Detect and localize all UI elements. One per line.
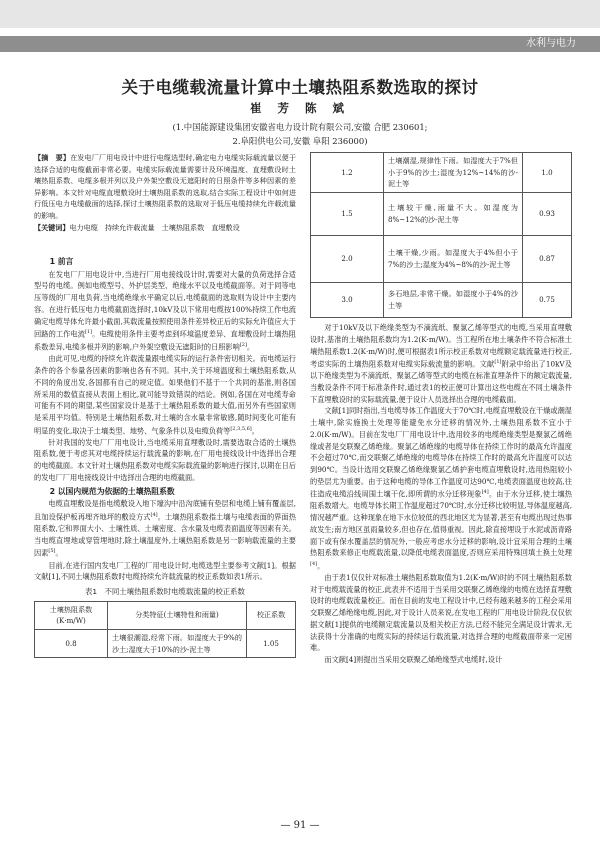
paragraph: 由此可见,电缆的持续允许载流量跟电缆实际的运行条件密切相关。而电缆运行条件的各个参量各因素的影响也各有不同。其中,关于环境温度和土壤热阻系数,从不同的角度出发,各国都有自己的规定值。如果他们不基于一个共同的基准,则各国所采用的数值直接从表面上相比,就可能导致错误的结论。例如,各国在对电缆寿命可能有不同的期望,某些国家设计是基于土壤热阻系数的最大值,而另外有些国家则是采用平均值。特别是土壤热阻系数,对土壤的含水量非常敏感,随时间变化可能有明显的变化,取决于土壤类型、地势、气象条件以及电缆负荷等[2,3,5,6]。 bbox=[34, 354, 296, 436]
paragraph: 针对我国的发电厂厂用电设计,当电缆采用直埋敷设时,需要选取合适的土壤热阻系数,便于考虑其对电缆持续运行载流量的影响,在厂用电接线设计中选择出合理的电缆截面。本文针对土壤热阻系数对电缆实际载流量的影响进行探讨,以期在日后的发电厂厂用电接线设计中选择出合理的电缆截面。 bbox=[34, 437, 296, 482]
header-band bbox=[0, 0, 600, 28]
abstract-text: 在发电厂厂用电设计中进行电缆选型时,确定电力电缆实际载流量以便于选择合适的电缆截面非常必要。电缆实际载流量需要计及环境温度、直埋敷设时土壤热阻系数、电缆多根并列以及户外架空敷设无遮阳时的日照条件等多种因素的差异影响。本文针对电缆直埋敷设时土壤热阻系数的选取,结合实际工程设计中如何进行低压电力电缆截面的选择,探讨土壤热阻系数的选取对于低压电缆持续允许载流量的影响。 bbox=[34, 153, 296, 220]
right-column bbox=[310, 152, 572, 666]
table-row: 0.8 土壤很潮湿,经常下雨。如湿度大于9%的沙土;湿度大于10%的沙-泥土等 1.05 bbox=[35, 630, 296, 658]
keywords-label: 【关键词】 bbox=[34, 222, 70, 232]
keywords-text: 电力电缆 持续允许载流量 土壤热阻系数 直埋敷设 bbox=[69, 222, 240, 232]
page-number: — 91 — bbox=[280, 820, 320, 831]
table-row: 3.0 多石地层,非常干燥。如湿度小于4%的沙土等 0.75 bbox=[311, 283, 572, 318]
paragraph: 在发电厂厂用电设计中,当进行厂用电接线设计时,需要对大量的负荷选择合适型号的电缆。例如电缆型号、外护层类型、绝缘水平以及电缆截面等。对于同等电压等级的厂用电负荷,当电缆绝缘水平确定以后,电缆截面的选取则为设计中主要内容。在进行低压电力电缆截面选择时,10kV及以下常用电缆按100%持续工作电流确定电缆导体允许最小截面,其载流量按照使用条件差异校正后的实际允许值应大于回路的工作电流[1]。电缆使用条件主要考虑到环境温度差异、直埋敷设时土壤热阻系数差异,电缆多根并列的影响,户外架空敷设无遮阳时的日照影响[2]。 bbox=[34, 269, 296, 352]
journal-section-label: 水利与电力 bbox=[526, 38, 576, 49]
section-heading-domestic-standard: 2 以国内规范为依据的土壤热阻系数 bbox=[49, 486, 175, 496]
table-caption: 表1 不同土壤热阻系数时电缆载流量的校正系数 bbox=[85, 586, 245, 596]
affiliation-2: 2.阜阳供电公司,安徽 阜阳 236000) bbox=[232, 136, 368, 146]
table-header: 土壤热阻系数(K·m/W) bbox=[35, 601, 108, 629]
table-header: 校正系数 bbox=[247, 601, 296, 629]
article-authors: 崔 芳 陈 斌 bbox=[249, 101, 350, 115]
table-1-part-b bbox=[310, 152, 572, 318]
paragraph: 由于表1仅仅针对标准土壤热阻系数取值为1.2(K·m/W)时的不同土壤热阻系数对于电缆载流量的校正,此表并不适用于当采用交联聚乙烯绝缘的电缆在选择直埋敷设时的电缆载流量校正。而在目前的发电工程设计中,已经有越来越多的工程会采用交联聚乙烯绝缘电缆,因此,对于设计人员来说,在发电工程的厂用电设计阶段,仅仅依据文献[1]提供的电缆额定载流量以及相关校正方法,已经不能完全满足设计需求,无法获得十分准确的电缆实际的持续运行载流量,对选择合理的电缆截面带来一定困难。 bbox=[310, 573, 572, 653]
affiliation-1: (1.中国能源建设集团安徽省电力设计院有限公司,安徽 合肥 230601; bbox=[172, 122, 428, 132]
table-1-part-a bbox=[34, 601, 296, 659]
table-row: 1.5 土壤较干燥,雨量不大。如湿度为8%~12%的沙-泥土等 0.93 bbox=[311, 193, 572, 236]
paragraph: 文献[1]同时指出,当电缆导体工作温度大于70℃时,电缆直埋敷设在干燥或潮湿土壤中,除实施换土处理等能避免水分迁移的情况外,土壤热阻系数不宜小于2.0(K·m/W)。目前在发电厂厂用电设计中,选用较多的电缆绝缘类型是聚氯乙烯绝缘或者是交联聚乙烯绝缘。聚氯乙烯绝缘的电缆导体在持续工作时的最高允许温度不会超过70℃,而交联聚乙烯绝缘的电缆导体在持续工作时的最高允许温度可以达到90℃。当设计选用交联聚乙烯绝缘聚氯乙烯护套电缆直埋敷设时,选用热阻较小的垫层尤为重要。由于这种电缆的导体工作温度可达90℃,电缆表面温度也较高,往往造成电缆沿线周围土壤干化,即所谓的水分迁移现象[4]。由于水分迁移,使土壤热阻系数增大。电缆导体长期工作温度超过70℃时,水分迁移比较明显,导体温度越高,情况越严重。这种现象在地下水位较低的西北地区尤为显著,甚至有电缆出现过热事故发生;南方地区虽雨量较多,但也存在,值得重视。因此,除直接埋设于水泥或沥青路面下或有保水覆盖层的情况外,一般应考虑水分迁移的影响,设计宜采用合理的土壤热阻系数来修正电缆载流量,以降低电缆表面温度,否则应采用特殊回填土换土处理[4]。 bbox=[310, 406, 572, 571]
table-row: 1.2 土壤潮湿,规律性下雨。如湿度大于7%但小于9%的沙土;湿度为12%~14%的沙-泥土等 1.0 bbox=[311, 153, 572, 193]
paragraph: 目前,在进行国内发电厂工程的厂用电设计时,电缆选型主要参考文献[1]。根据文献[1],不同土壤热阻系数时电缆持续允许载流量的校正系数如表1所示。 bbox=[34, 560, 296, 582]
abstract-label: 【摘 要】 bbox=[34, 153, 71, 162]
abstract bbox=[34, 152, 296, 233]
section-band bbox=[0, 36, 600, 52]
paragraph: 对于10kV及以下绝缘类型为不滴流纸、聚氯乙烯等型式的电缆,当采用直埋敷设时,基准的土壤热阻系数均为1.2(K·m/W)。当工程所在地土壤条件不符合标准土壤热阻系数1.2(K·m/W)时,便可根据表1所示校正系数对电缆额定载流量进行校正,考虑实际的土壤热阻系数对电缆实际载流量的影响。文献[1]附录中给出了10kV及以下绝缘类型为不滴流纸、聚氯乙烯等型式的电缆在标准直埋条件下的额定载流量,当敷设条件不同于标准条件时,通过表1的校正便可计算出这些电缆在不同土壤条件下直埋敷设时的实际载流量,便于设计人员选择出合理的电缆截面。 bbox=[310, 323, 572, 404]
paragraph: 而文献[4]则提出当采用交联聚乙烯绝缘型式电缆时,设计 bbox=[324, 654, 503, 664]
table-row: 2.0 土壤干燥,少雨。如湿度大于4%但小于7%的沙土;湿度为4%~8%的沙-泥土等 0.87 bbox=[311, 236, 572, 283]
left-column bbox=[34, 254, 296, 658]
paragraph: 电缆直埋敷设是指电缆敷设入地下壕沟中沿沟底铺有垫层和电缆上铺有覆盖层,且加设保护板再埋齐地坪的敷设方式[4]。土壤热阻系数指土壤与电缆表面的界面热阻系数,它和界面大小、土壤性质、土壤密度、含水量及电缆表面温度等因素有关。当电缆直埋地或穿管埋地时,除土壤温度外,土壤热阻系数是另一影响载流量的主要因素[5]。 bbox=[34, 499, 296, 558]
table-header: 分类特征(土壤特性和雨量) bbox=[108, 601, 247, 629]
section-heading-intro: 1 前言 bbox=[49, 257, 74, 266]
article-title: 关于电缆载流量计算中土壤热阻系数选取的探讨 bbox=[121, 78, 479, 97]
